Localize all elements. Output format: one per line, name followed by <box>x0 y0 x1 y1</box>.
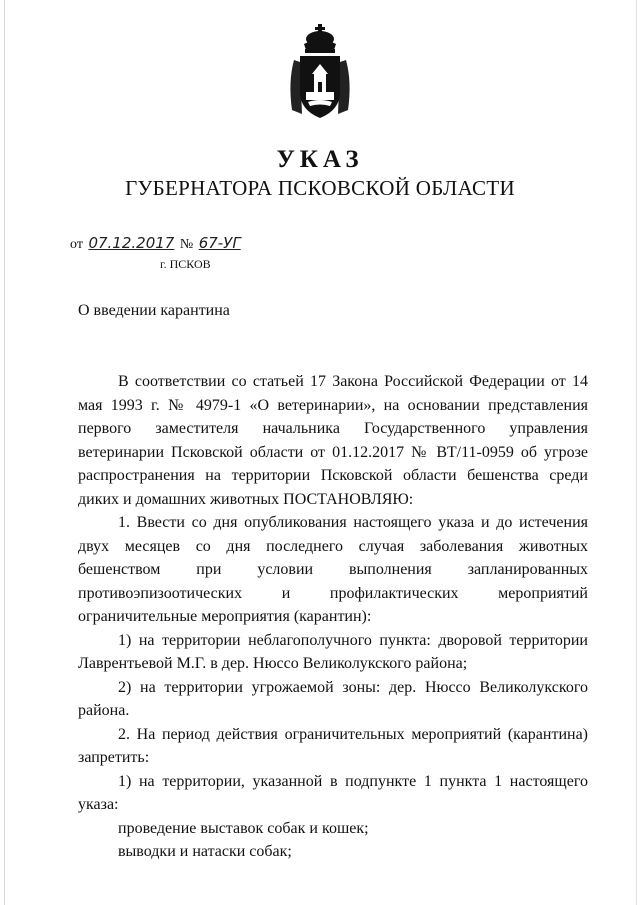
decree-subject: О введении карантина <box>78 302 230 319</box>
dateline <box>70 234 243 253</box>
subparagraph-2-1: 1) на территории, указанной в подпункте 1 пункта 1 настоящего указа: <box>78 772 588 813</box>
date-prefix: от <box>70 237 83 252</box>
scan-edge-right <box>636 0 637 905</box>
paragraph-2: 2. На период действия ограничительных мероприятий (карантина) запретить: <box>78 725 588 766</box>
subparagraph-1-1: 1) на территории неблагополучного пункта: дворовой территории Лаврентьевой М.Г. в дер. Нюссо Великолукского района; <box>78 631 588 672</box>
scan-edge-left <box>4 0 5 905</box>
decree-issuer: ГУБЕРНАТОРА ПСКОВСКОЙ ОБЛАСТИ <box>125 176 515 200</box>
list-item-dog-training: выводки и натаски собак; <box>118 843 292 860</box>
decree-date: 07.12.2017 <box>88 234 175 252</box>
subparagraph-1-2: 2) на территории угрожаемой зоны: дер. Нюссо Великолукского района. <box>78 678 588 719</box>
number-sign: № <box>179 237 194 252</box>
decree-number: 67-УГ <box>198 234 241 252</box>
issue-city: г. ПСКОВ <box>160 257 211 271</box>
coat-of-arms-icon <box>284 22 356 122</box>
list-item-exhibitions: проведение выставок собак и кошек; <box>118 819 369 837</box>
paragraph-1: 1. Ввести со дня опубликования настоящего указа и до истечения двух месяцев со дня последнего случая заболевания животных бешенством при условии выполнения запланированных противоэпизоотических и профилактических мероприятий ограничительные мероприятия (карантин): <box>78 514 588 625</box>
decree-title: УКАЗ <box>276 146 364 173</box>
preamble-paragraph: В соответствии со статьей 17 Закона Российской Федерации от 14 мая 1993 г. № 4979-1 «О ветеринарии», на основании представления первого заместителя начальника Государственного управления ветеринарии Псковской области от 01.12.2017 № ВТ/11-0959 об угрозе распространения на территории Псковской области бешенства среди диких и домашних животных ПОСТАНОВЛЯЮ: <box>78 373 588 508</box>
decree-body <box>78 370 588 864</box>
